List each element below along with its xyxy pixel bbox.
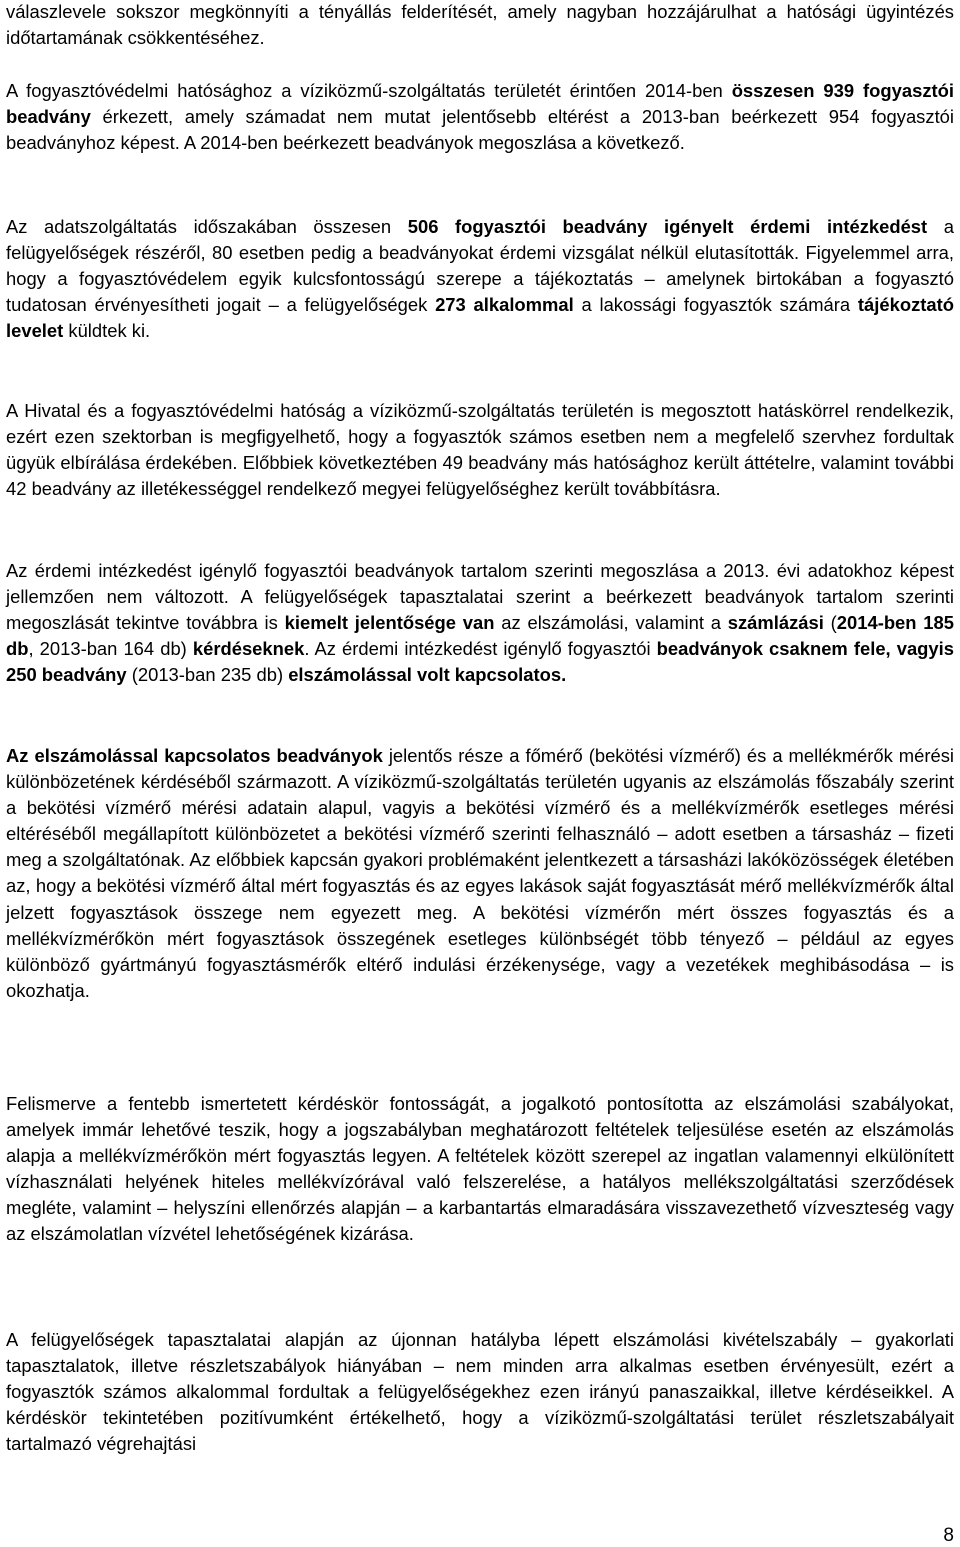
paragraph-6: [6, 743, 954, 1004]
text-run: A fogyasztóvédelmi hatósághoz a víziközmű-szolgáltatás területét érintően 2014-ben: [6, 80, 732, 101]
bold-text-run: Az elszámolással kapcsolatos beadványok: [6, 745, 383, 766]
paragraph-3: [6, 214, 954, 344]
text-run: a felügyelőségek részéről, 80 esetben pedig a beadványokat érdemi vizsgálat nélkül elutasították. Figyelemmel arra, hogy a fogyasztóvédelem egyik kulcsfontosságú szerepe a tájékoztatás – amelynek birtokában a fogyasztó tudatosan érvényesítheti jogait – a felügyelőségek: [6, 216, 954, 316]
bold-text-run: 2014-ben 185 db: [6, 612, 954, 660]
bold-text-run: kérdéseknek: [192, 638, 305, 660]
bold-text-run: számlázási: [727, 612, 824, 634]
bold-text-run: beadványok csaknem fele, vagyis 250 beadvány: [6, 638, 954, 686]
paragraph-5: [6, 558, 954, 688]
text-run: jelentős része a főmérő (bekötési vízmérő) és a mellékmérők mérési különbözetének kérdéséből származott. A víziközmű-szolgáltatás területén ugyanis az elszámolás főszabály szerint a bekötési vízmérő mérési adatain alapul, vagyis a bekötési vízmérő és a mellékvízmérők esetleges mérési eltéréséből megállapított különbözetet a bekötési vízmérő szerinti felhasználó – adott esetben a társasház – fizeti meg a szolgáltatónak. Az előbbiek kapcsán gyakori problémaként jelentkezett a társasházi lakóközösségek életében az, hogy a bekötési vízmérő által mért fogyasztás és az egyes lakások saját fogyasztását mérő mellékvízmérők által jelzett fogyasztások összege nem egyezett meg. A bekötési vízmérőn mért összes fogyasztás és a mellékvízmérőkön mért fogyasztások összegének esetleges különbségét több tényező – például az egyes különböző gyártmányú fogyasztásmérők eltérő indulási érzékenysége, vagy a vezetékek meghibásodása – is okozhatja.: [6, 745, 954, 1001]
text-run: küldtek ki.: [63, 320, 151, 342]
text-run: . Az érdemi intézkedést igénylő fogyasztói: [304, 638, 657, 660]
text-run: (2013-ban 235 db): [126, 664, 289, 686]
text-run: Felismerve a fentebb ismertetett kérdéskör fontosságát, a jogalkotó pontosította az elszámolási szabályokat, amelyek immár lehetővé teszik, hogy a jogszabályban meghatározott feltételek teljesülése esetén az elszámolás alapja a mellékvízmérőkön mért fogyasztás legyen. A feltételek között szerepel az ingatlan valamennyi elkülönített vízhasználati helyének hiteles mellékvízórával való felszerelése, a hatályos mellékszolgáltatási szerződések megléte, valamint – helyszíni ellenőrzés alapján – a karbantartás elmaradására visszavezethető vízveszteség vagy az elszámolatlan vízvétel lehetőségének kizárása.: [6, 1093, 954, 1245]
paragraph-4: [6, 398, 954, 502]
bold-text-run: kiemelt jelentősége van: [284, 612, 495, 634]
text-run: Az adatszolgáltatás időszakában összesen: [6, 216, 408, 237]
text-run: válaszlevele sokszor megkönnyíti a tényállás felderítését, amely nagyban hozzájárulhat a hatósági ügyintézés időtartamának csökkentéséhez.: [6, 1, 954, 49]
text-run: , 2013-ban 164 db): [28, 638, 193, 660]
text-run: A felügyelőségek tapasztalatai alapján az újonnan hatályba lépett elszámolási kivételszabály – gyakorlati tapasztalatok, illetve részletszabályok hiányában – nem minden arra alkalmas esetben érvényesült, ezért a fogyasztók számos alkalommal fordultak a felügyelőségekhez ezen irányú panaszaikkal, illetve kérdéseikkel. A kérdéskör tekintetében pozitívumként értékelhető, hogy a víziközmű-szolgáltatási terület részletszabályait tartalmazó végrehajtási: [6, 1329, 954, 1455]
bold-text-run: tájékoztató levelet: [6, 294, 954, 342]
paragraph-8: [6, 1327, 954, 1457]
text-run: (: [823, 612, 837, 634]
text-run: a lakossági fogyasztók számára: [573, 294, 858, 316]
text-run: az elszámolási, valamint a: [494, 612, 728, 634]
bold-text-run: elszámolással volt kapcsolatos.: [288, 664, 567, 686]
text-run: A Hivatal és a fogyasztóvédelmi hatóság a víziközmű-szolgáltatás területén is megosztott hatáskörrel rendelkezik, ezért ezen szektorban is megfigyelhető, hogy a fogyasztók számos esetben nem a megfelelő szervhez fordultak ügyük elbírálása érdekében. Előbbiek következtében 49 beadvány más hatósághoz került áttételre, valamint további 42 beadvány az illetékességgel rendelkező megyei felügyelőséghez került továbbításra.: [6, 400, 954, 500]
paragraph-2: [6, 78, 954, 156]
page-number: 8: [943, 1525, 954, 1546]
paragraph-7: [6, 1091, 954, 1248]
paragraph-1: [6, 0, 954, 51]
text-run: Az érdemi intézkedést igénylő fogyasztói beadványok tartalom szerinti megoszlása a 2013. évi adatokhoz képest jellemzően nem változott. A felügyelőségek tapasztalatai szerint a beérkezett beadványok tartalom szerinti megoszlását tekintve továbbra is: [6, 560, 954, 634]
text-run: érkezett, amely számadat nem mutat jelentősebb eltérést a 2013-ban beérkezett 954 fogyasztói beadványhoz képest. A 2014-ben beérkezett beadványok megoszlása a következő.: [6, 106, 954, 154]
bold-text-run: 506 fogyasztói beadvány igényelt érdemi intézkedést: [407, 216, 928, 237]
bold-text-run: 273 alkalommal: [435, 294, 574, 316]
bold-text-run: összesen 939 fogyasztói beadvány: [6, 80, 954, 128]
